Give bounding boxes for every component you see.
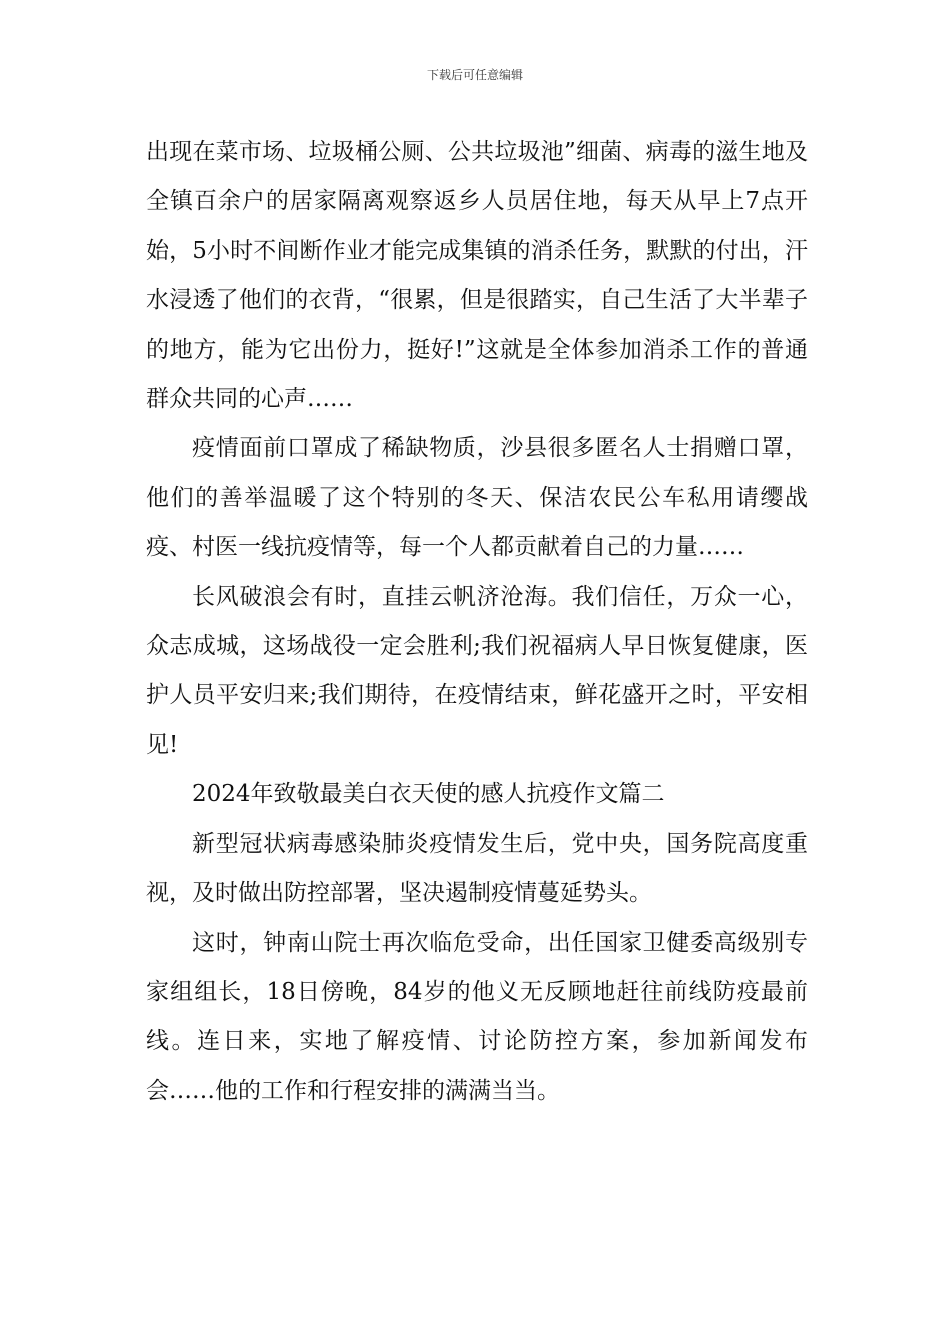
paragraph-outbreak: 新型冠状病毒感染肺炎疫情发生后，党中央，国务院高度重视，及时做出防控部署，坚决遏制疫情蔓延势头。 [146,830,808,907]
paragraph-zhong-nanshan: 这时，钟南山院士再次临危受命，出任国家卫健委高级别专家组组长，18日傍晚，84岁的他义无反顾地赶往前线防疫最前线。连日来，实地了解疫情、讨论防控方案，参加新闻发布会……他的工作和行程安排的满满当当。 [146,929,808,1104]
paragraph-continuation: 出现在菜市场、垃圾桶公厕、公共垃圾池”细菌、病毒的滋生地及全镇百余户的居家隔离观察返乡人员居住地，每天从早上7点开始，5小时不间断作业才能完成集镇的消杀任务，默默的付出，汗水浸透了他们的衣背，“很累，但是很踏实，自己生活了大半辈子的地方，能为它出份力，挺好!”这就是全体参加消杀工作的普通群众共同的心声…… [146,139,808,413]
paragraph-hope: 长风破浪会有时，直挂云帆济沧海。我们信任，万众一心，众志成城，这场战役一定会胜利;我们祝福病人早日恢复健康，医护人员平安归来;我们期待，在疫情结束，鲜花盛开之时，平安相见! [146,583,808,758]
page-header-note: 下载后可任意编辑 [426,68,523,82]
section-heading: 2024年致敬最美白衣天使的感人抗疫作文篇二 [192,781,665,808]
document-body [146,128,808,1116]
paragraph-masks: 疫情面前口罩成了稀缺物质，沙县很多匿名人士捐赠口罩，他们的善举温暖了这个特别的冬天、保洁农民公车私用请缨战疫、村医一线抗疫情等，每一个人都贡献着自己的力量…… [146,435,808,561]
